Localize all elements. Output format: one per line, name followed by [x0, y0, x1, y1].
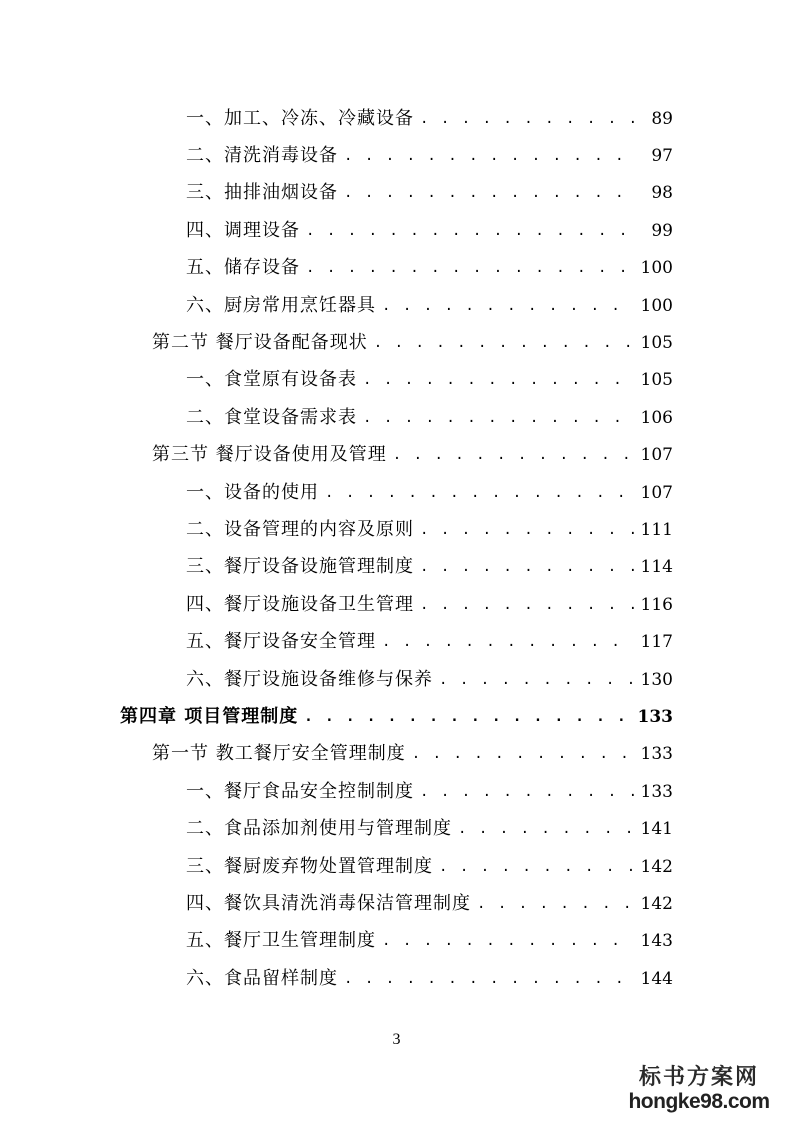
toc-entry-page: 111 [640, 519, 673, 540]
toc-entry-title: 一、餐厅食品安全控制制度 [186, 780, 414, 802]
toc-subsection-entry [0, 661, 793, 698]
toc-subsection-entry [0, 250, 793, 287]
toc-subsection-entry [0, 623, 793, 660]
toc-entry-page: 105 [640, 370, 673, 391]
toc-dot-leader [374, 332, 635, 354]
toc-dot-leader [458, 818, 635, 840]
toc-entry-title: 一、设备的使用 [186, 481, 319, 503]
toc-dot-leader [363, 369, 635, 391]
toc-entry-page: 89 [651, 108, 673, 129]
watermark-logo [619, 1064, 779, 1114]
toc-entry-page: 100 [640, 295, 673, 316]
toc-dot-leader [304, 706, 631, 728]
toc-dot-leader [363, 407, 635, 429]
toc-entry-title: 第二节 餐厅设备配备现状 [152, 332, 368, 354]
toc-subsection-entry [0, 212, 793, 249]
toc-entry-page: 144 [640, 968, 673, 989]
toc-entry-title: 二、食堂设备需求表 [186, 406, 357, 428]
toc-dot-leader [420, 594, 635, 616]
toc-subsection-entry [0, 137, 793, 174]
toc-dot-leader [439, 669, 635, 691]
toc-subsection-entry [0, 511, 793, 548]
toc-entry-page: 142 [640, 856, 673, 877]
toc-dot-leader [306, 257, 635, 279]
toc-entry-title: 第四章 项目管理制度 [120, 705, 299, 727]
toc-dot-leader [325, 482, 635, 504]
toc-entry-title: 一、食堂原有设备表 [186, 369, 357, 391]
toc-section-entry [0, 437, 793, 474]
toc-entry-title: 五、餐厅卫生管理制度 [186, 930, 376, 952]
toc-subsection-entry [0, 885, 793, 922]
toc-section-entry [0, 736, 793, 773]
toc-entry-title: 六、餐厅设施设备维修与保养 [186, 668, 433, 690]
toc-entry-title: 第一节 教工餐厅安全管理制度 [152, 743, 406, 765]
toc-entry-title: 三、抽排油烟设备 [186, 182, 338, 204]
toc-entry-title: 五、餐厅设备安全管理 [186, 631, 376, 653]
toc-dot-leader [420, 781, 635, 803]
page-number: 3 [392, 1031, 401, 1048]
toc-subsection-entry [0, 100, 793, 137]
toc-entry-title: 四、调理设备 [186, 219, 300, 241]
toc-dot-leader [439, 856, 635, 878]
toc-dot-leader [306, 220, 637, 242]
toc-subsection-entry [0, 773, 793, 810]
toc-subsection-entry [0, 549, 793, 586]
toc-dot-leader [412, 743, 635, 765]
toc-subsection-entry [0, 175, 793, 212]
toc-subsection-entry [0, 848, 793, 885]
toc-entry-title: 二、清洗消毒设备 [186, 145, 338, 167]
toc-entry-title: 六、食品留样制度 [186, 967, 338, 989]
toc-dot-leader [420, 108, 637, 130]
toc-subsection-entry [0, 474, 793, 511]
toc-dot-leader [393, 444, 635, 466]
toc-subsection-entry [0, 362, 793, 399]
toc-dot-leader [382, 631, 635, 653]
toc-entry-page: 107 [640, 445, 673, 466]
toc-subsection-entry [0, 287, 793, 324]
toc-entry-title: 一、加工、冷冻、冷藏设备 [186, 107, 414, 129]
toc-entry-page: 133 [637, 706, 673, 727]
toc-entry-title: 三、餐厨废弃物处置管理制度 [186, 855, 433, 877]
toc-entry-page: 99 [651, 220, 673, 241]
toc-dot-leader [382, 295, 635, 317]
toc-dot-leader [420, 519, 635, 541]
toc-entry-page: 114 [640, 557, 673, 578]
watermark-text: 标书方案网 [638, 1064, 759, 1090]
toc-entry-page: 130 [640, 669, 673, 690]
toc-entry-page: 133 [640, 744, 673, 765]
toc-dot-leader [420, 556, 635, 578]
watermark-url: hongke98.com [628, 1090, 770, 1113]
toc-entry-page: 105 [640, 333, 673, 354]
toc-subsection-entry [0, 810, 793, 847]
toc-entry-page: 97 [651, 146, 673, 167]
toc-entry-title: 四、餐厅设施设备卫生管理 [186, 593, 414, 615]
toc-subsection-entry [0, 923, 793, 960]
toc-entry-title: 三、餐厅设备设施管理制度 [186, 556, 414, 578]
toc-entry-page: 117 [640, 632, 673, 653]
toc-entry-title: 四、餐饮具清洗消毒保洁管理制度 [186, 892, 471, 914]
toc-section-entry [0, 324, 793, 361]
toc-dot-leader [477, 893, 635, 915]
toc-entry-page: 142 [640, 893, 673, 914]
toc-dot-leader [344, 968, 635, 990]
toc-entry-title: 第三节 餐厅设备使用及管理 [152, 444, 387, 466]
toc-entry-page: 98 [651, 183, 673, 204]
toc-entry-title: 六、厨房常用烹饪器具 [186, 294, 376, 316]
toc-entry-page: 143 [640, 931, 673, 952]
toc-entry-page: 100 [640, 258, 673, 279]
toc-entry-page: 133 [640, 781, 673, 802]
toc-entry-title: 二、食品添加剂使用与管理制度 [186, 818, 452, 840]
table-of-contents [0, 100, 793, 997]
toc-entry-title: 二、设备管理的内容及原则 [186, 518, 414, 540]
toc-entry-page: 116 [640, 594, 673, 615]
toc-chapter-entry [0, 698, 793, 735]
toc-entry-page: 106 [640, 407, 673, 428]
toc-dot-leader [344, 145, 637, 167]
toc-entry-page: 107 [640, 482, 673, 503]
toc-subsection-entry [0, 586, 793, 623]
toc-subsection-entry [0, 399, 793, 436]
toc-entry-title: 五、储存设备 [186, 257, 300, 279]
toc-entry-page: 141 [640, 819, 673, 840]
toc-dot-leader [344, 182, 637, 204]
toc-subsection-entry [0, 960, 793, 997]
toc-dot-leader [382, 930, 635, 952]
